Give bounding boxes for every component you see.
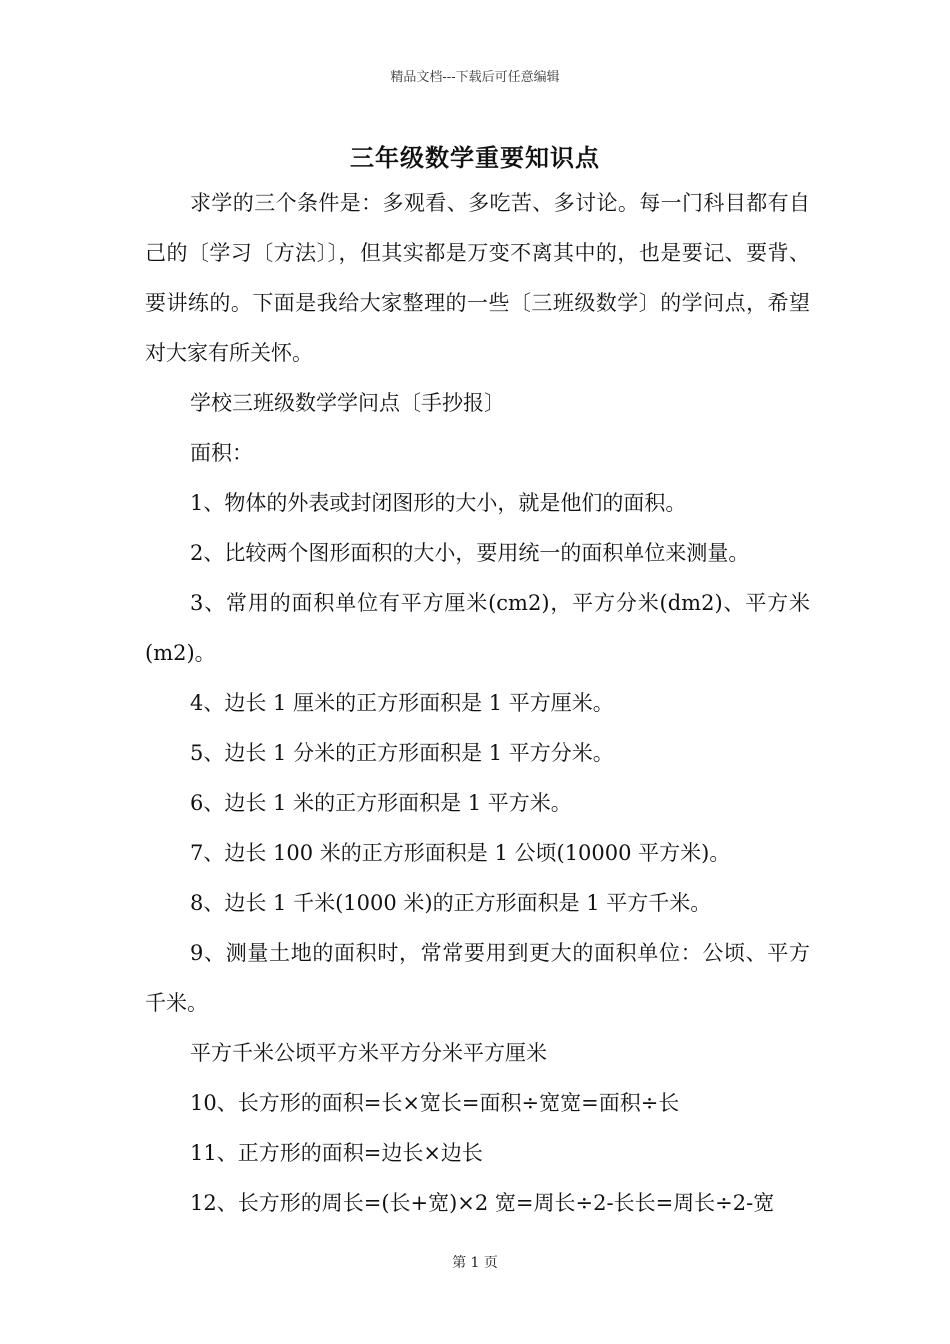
list-item: 9、测量土地的面积时，常常要用到更大的面积单位：公顷、平方千米。 — [145, 941, 810, 1015]
document-body — [145, 178, 810, 1228]
list-item: 11、正方形的面积=边长×边长 — [190, 1141, 483, 1165]
list-item: 3、常用的面积单位有平方厘米(cm2)，平方分米(dm2)、平方米(m2)。 — [145, 591, 810, 665]
list-item: 12、长方形的周长=(长+宽)×2 宽=周长÷2-长长=周长÷2-宽 — [190, 1191, 775, 1215]
list-item: 4、边长 1 厘米的正方形面积是 1 平方厘米。 — [190, 691, 614, 715]
list-item: 10、长方形的面积=长×宽长=面积÷宽宽=面积÷长 — [190, 1091, 680, 1115]
section-heading: 学校三班级数学学问点〔手抄报〕 — [190, 391, 505, 415]
list-item: 5、边长 1 分米的正方形面积是 1 平方分米。 — [190, 741, 614, 765]
unit-sequence: 平方千米公顷平方米平方分米平方厘米 — [190, 1041, 547, 1065]
page-header: 精品文档---下载后可任意编辑 — [390, 70, 560, 85]
document-title: 三年级数学重要知识点 — [350, 143, 600, 172]
page-number: 第 1 页 — [452, 1255, 498, 1271]
subsection-heading: 面积： — [190, 441, 253, 465]
list-item: 6、边长 1 米的正方形面积是 1 平方米。 — [190, 791, 572, 815]
list-item: 1、物体的外表或封闭图形的大小，就是他们的面积。 — [190, 491, 687, 515]
list-item: 2、比较两个图形面积的大小，要用统一的面积单位来测量。 — [190, 541, 750, 565]
intro-paragraph: 求学的三个条件是：多观看、多吃苦、多讨论。每一门科目都有自己的〔学习〔方法〕〕，但其实都是万变不离其中的，也是要记、要背、要讲练的。下面是我给大家整理的一些〔三班级数学〕的学问点，希望对大家有所关怀。 — [145, 191, 810, 365]
list-item: 7、边长 100 米的正方形面积是 1 公顷(10000 平方米)。 — [190, 841, 731, 865]
list-item: 8、边长 1 千米(1000 米)的正方形面积是 1 平方千米。 — [190, 891, 712, 915]
